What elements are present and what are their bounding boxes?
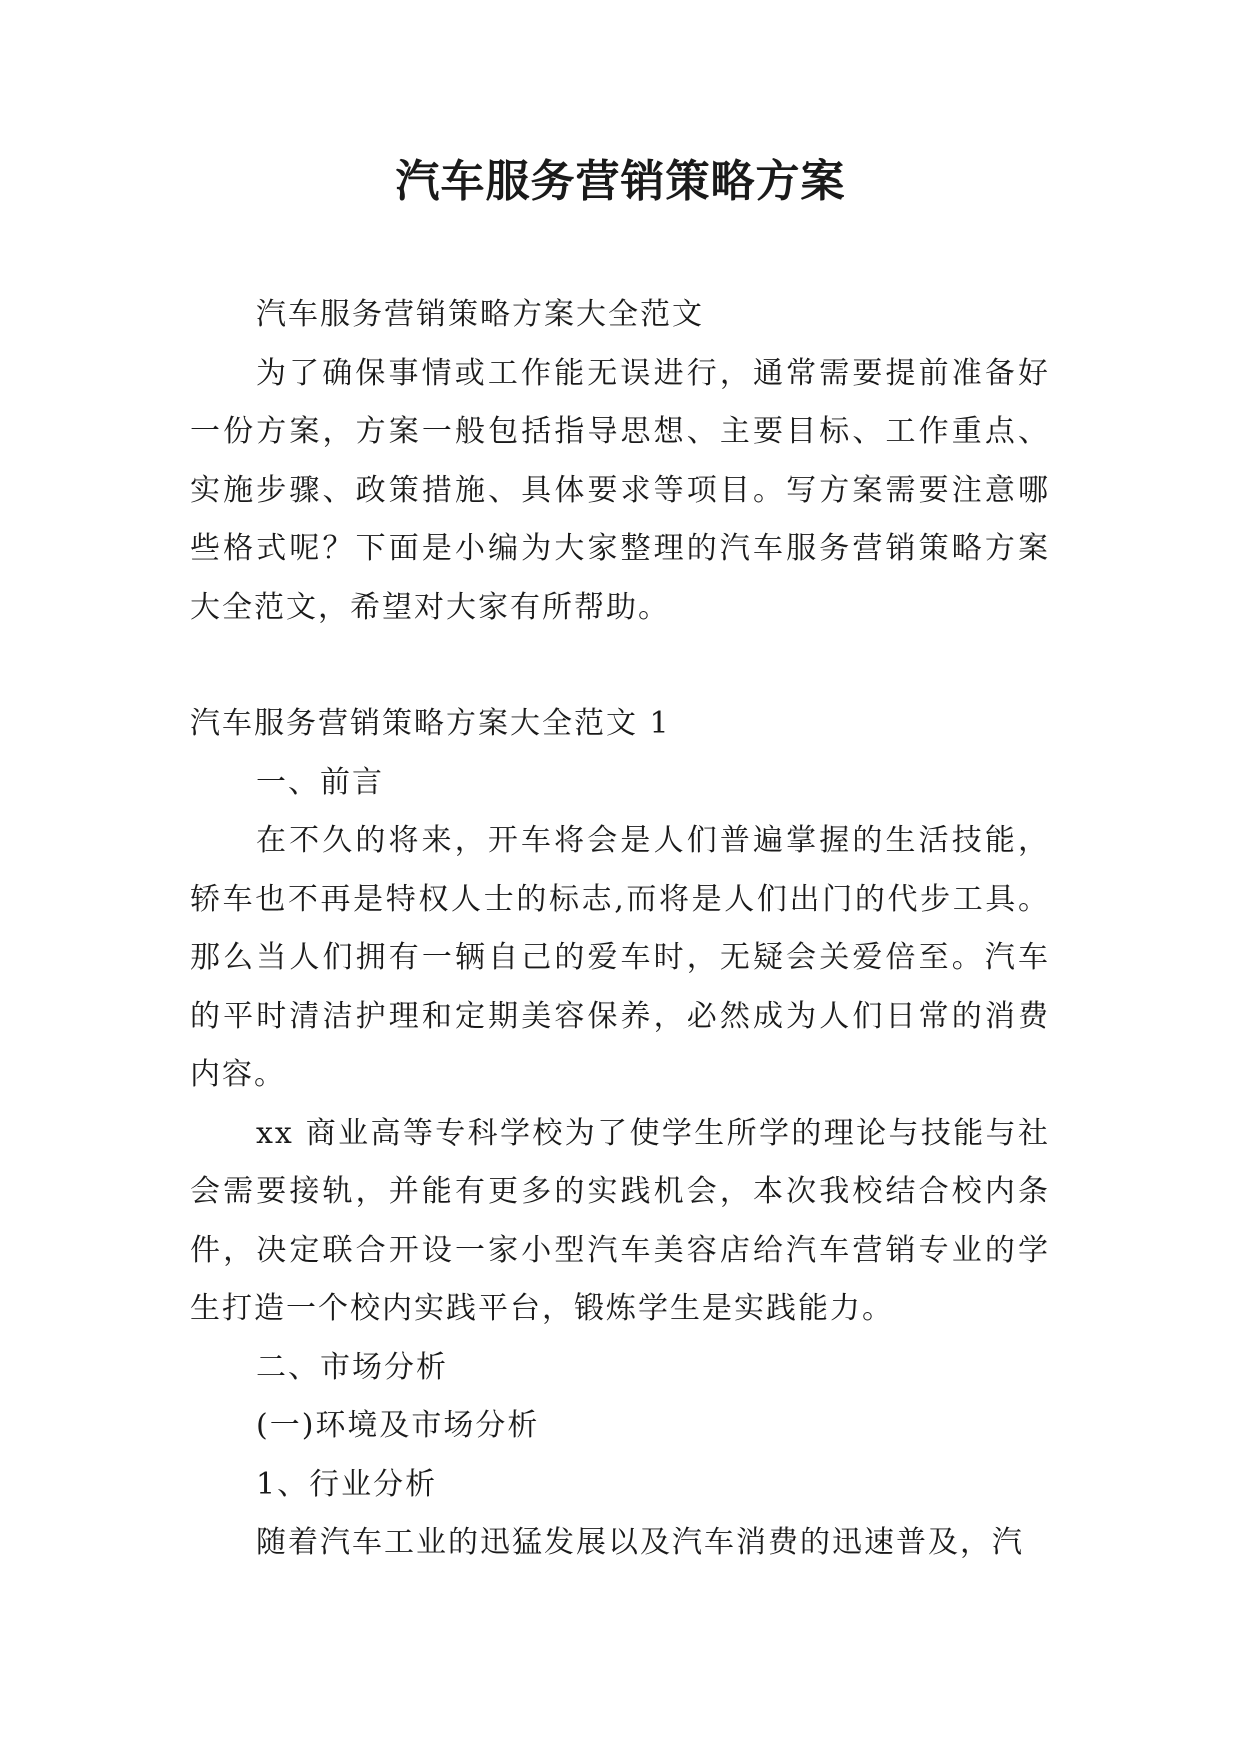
industry-paragraph: 随着汽车工业的迅猛发展以及汽车消费的迅速普及，汽 [256,1525,1024,1560]
subheading-industry: 1、行业分析 [256,1466,438,1502]
school-paragraph: xx 商业高等专科学校为了使学生所学的理论与技能与社会需要接轨，并能有更多的实践机会，本次我校结合校内条件，决定联合开设一家小型汽车美容店给汽车营销专业的学生打造一个校内实践平台，锻炼学生是实践能力。 [190,1115,1050,1326]
subtitle-paragraph: 汽车服务营销策略方案大全范文 [256,297,704,332]
intro-paragraph: 为了确保事情或工作能无误进行，通常需要提前准备好一份方案，方案一般包括指导思想、主要目标、工作重点、实施步骤、政策措施、具体要求等项目。写方案需要注意哪些格式呢？下面是小编为大家整理的汽车服务营销策略方案大全范文，希望对大家有所帮助。 [190,355,1050,625]
section-heading: 汽车服务营销策略方案大全范文 1 [190,706,671,741]
heading-preface: 一、前言 [256,764,384,800]
subheading-environment: (一)环境及市场分析 [256,1408,540,1443]
heading-market-analysis: 二、市场分析 [256,1349,448,1385]
document-title: 汽车服务营销策略方案 [395,156,846,207]
preface-paragraph: 在不久的将来，开车将会是人们普遍掌握的生活技能，轿车也不再是特权人士的标志,而将是人们出门的代步工具。那么当人们拥有一辆自己的爱车时，无疑会关爱倍至。汽车的平时清洁护理和定期美容保养，必然成为人们日常的消费内容。 [190,823,1050,1092]
document-body [190,286,1050,1573]
